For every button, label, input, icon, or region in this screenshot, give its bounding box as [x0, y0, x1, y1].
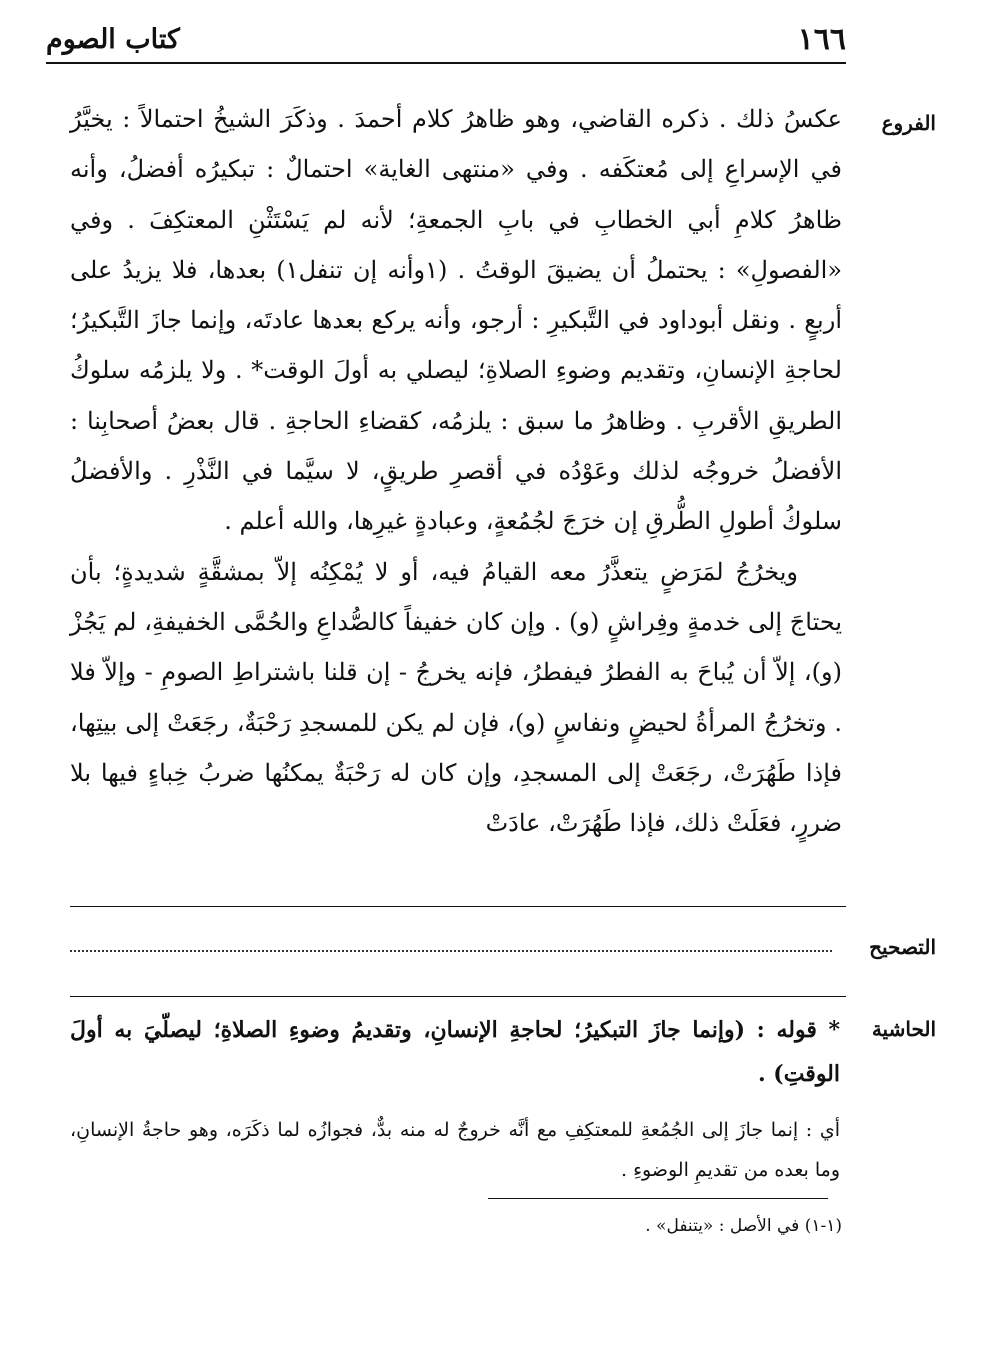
hashiya-explanation-text: أي : إنما جازَ إلى الجُمُعةِ للمعتكِفِ مع أنَّه خروجٌ له منه بدٌّ، فجوازُه لما ذكَرَه، وهو حاجةُ الإنسانِ، وما بعده من تقديمِ الوضوءِ .	[70, 1119, 840, 1181]
page-number: ١٦٦	[797, 22, 846, 57]
correction-dotted-line	[70, 950, 832, 952]
main-text-bottom-rule	[70, 906, 846, 907]
footnote-rule	[488, 1198, 828, 1199]
main-text	[70, 94, 842, 848]
section-label-hashiya: الحاشية	[871, 1017, 936, 1041]
hashiya-quote-text: * قوله : (وإنما جازَ التبكيرُ؛ لحاجةِ الإنسانِ، وتقديمُ وضوءِ الصلاةِ؛ ليصلّيَ به أولَ الوقتِ) .	[70, 1017, 840, 1087]
section-label-correction: التصحيح	[869, 935, 936, 959]
running-title: كتاب الصوم	[46, 24, 180, 55]
hashiya-explanation	[70, 1110, 840, 1190]
main-paragraph-1: عكسُ ذلك . ذكره القاضي، وهو ظاهرُ كلام أحمدَ . وذكَرَ الشيخُ احتمالاً : يخيَّرُ في الإسراعِ إلى مُعتكَفه . وفي «منتهى الغاية» احتمالٌ : تبكيرُه أفضلُ، وأنه ظاهرُ كلامِ أبي الخطابِ في بابِ الجمعةِ؛ لأنه لم يَسْتَثْنِ المعتكِفَ . وفي «الفصولِ» : يحتملُ أن يضيقَ الوقتُ . (١وأنه إن تنفل١) بعدها، فلا يزيدُ على أربعٍ . ونقل أبوداود في التَّبكيرِ : أرجو، وأنه يركع بعدها عادتَه، وإنما جازَ التَّبكيرُ؛ لحاجةِ الإنسانِ، وتقديم وضوءِ الصلاةِ؛ ليصلي به أولَ الوقت* . ولا يلزمُه سلوكُ الطريقِ الأقربِ . وظاهرُ ما سبق : يلزمُه، كقضاءِ الحاجةِ . قال بعضُ أصحابِنا : الأفضلُ خروجُه لذلك وعَوْدُه في أقصرِ طريقٍ، لا سيَّما في النَّذْرِ . والأفضلُ سلوكُ أطولِ الطُّرقِ إن خرَجَ لجُمُعةٍ، وعبادةٍ غيرِها، والله أعلم .	[70, 105, 842, 536]
page-header	[46, 16, 846, 64]
correction-bottom-rule	[70, 996, 846, 997]
hashiya-quote	[70, 1008, 840, 1096]
header-rule	[46, 62, 846, 64]
section-label-furu: الفروع	[881, 111, 936, 135]
footnote: (١-١) في الأصل : «يتنفل» .	[645, 1216, 842, 1236]
main-paragraph-2: ويخرُجُ لمَرَضٍ يتعذَّرُ معه القيامُ فيه، أو لا يُمْكِنُه إلاّ بمشقَّةٍ شديدةٍ؛ بأن يحتاجَ إلى خدمةٍ وفِراشٍ (و) . وإن كان خفيفاً كالصُّداعِ والحُمَّى الخفيفةِ، لم يَجُزْ (و)، إلاّ أن يُباحَ به الفطرُ فيفطرُ، فإنه يخرجُ - إن قلنا باشتراطِ الصومِ - وإلاّ فلا . وتخرُجُ المرأةُ لحيضٍ ونفاسٍ (و)، فإن لم يكن للمسجدِ رَحْبَةٌ، رجَعَتْ إلى بيتِها، فإذا طَهُرَتْ، رجَعَتْ إلى المسجدِ، وإن كان له رَحْبَةٌ يمكنُها ضربُ خِباءٍ فيها بلا ضررٍ، فعَلَتْ ذلك، فإذا طَهُرَتْ، عادَتْ	[70, 557, 842, 838]
